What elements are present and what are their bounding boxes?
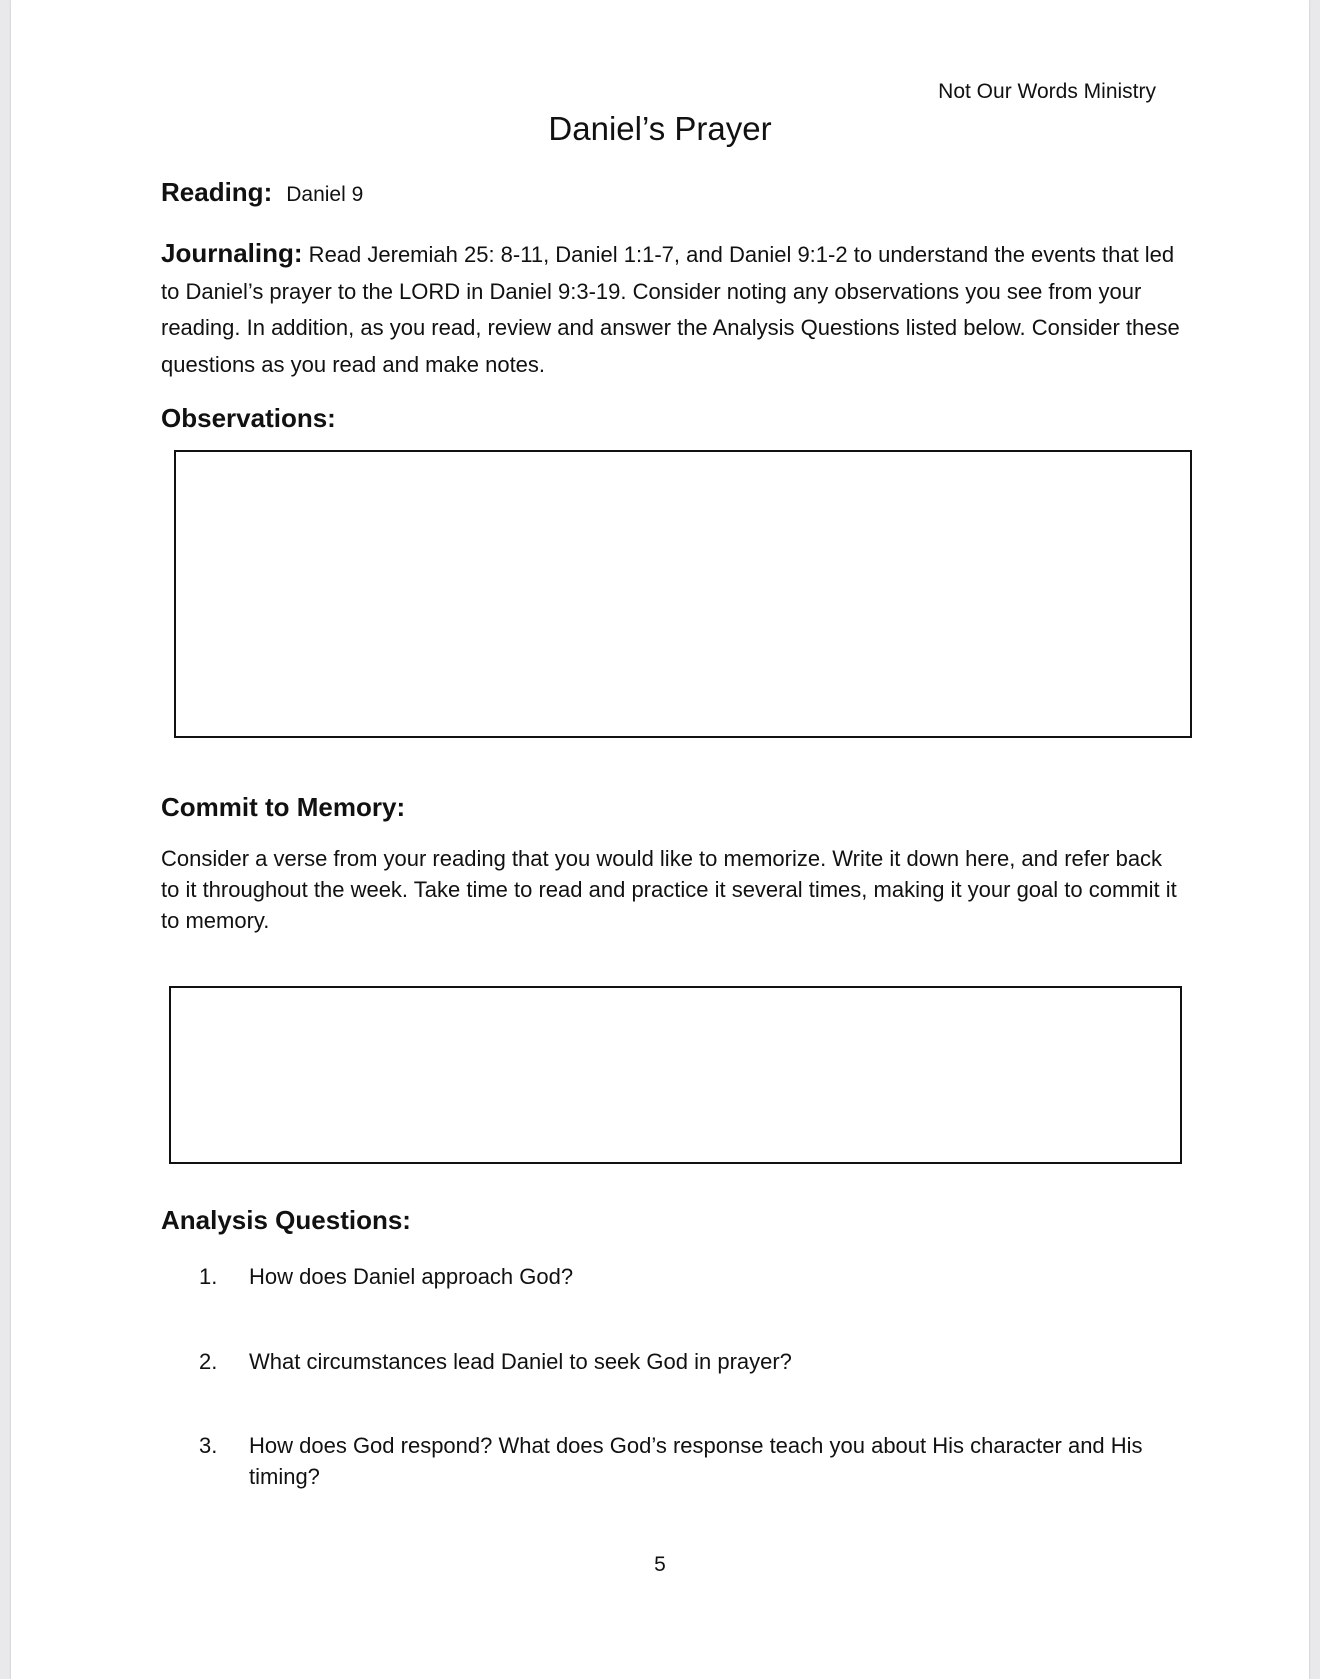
reading-label: Reading: [161, 177, 273, 207]
page-title: Daniel’s Prayer [548, 110, 772, 147]
analysis-question [199, 1430, 1159, 1492]
reading-line [161, 177, 363, 208]
journaling-text: Read Jeremiah 25: 8-11, Daniel 1:1-7, and Daniel 9:1-2 to understand the events that led to Daniel’s prayer to the LORD in Daniel 9:3-19. Consider noting any observations you see from your reading. In addition, as you read, review and answer the Analysis Questions listed below. Consider these questions as you read and make notes. [161, 242, 1180, 377]
question-number: 1. [199, 1264, 218, 1289]
question-text: How does Daniel approach God? [249, 1264, 574, 1289]
ministry-name: Not Our Words Ministry [938, 80, 1156, 103]
memory-verse-box[interactable] [169, 986, 1182, 1164]
question-number: 3. [199, 1433, 218, 1458]
analysis-question [199, 1346, 1159, 1377]
analysis-heading: Analysis Questions: [161, 1205, 411, 1235]
journaling-paragraph [161, 235, 1181, 383]
memory-instructions: Consider a verse from your reading that you would like to memorize. Write it down here, and refer back to it throughout the week. Take time to read and practice it several times, making it your goal to commit it to memory. [161, 846, 1177, 933]
observations-box[interactable] [174, 450, 1192, 738]
analysis-question [199, 1261, 1159, 1292]
memory-heading: Commit to Memory: [161, 792, 406, 822]
reading-value: Daniel 9 [286, 183, 364, 206]
page-number: 5 [654, 1553, 666, 1576]
journaling-label: Journaling: [161, 238, 303, 268]
document-page [11, 0, 1309, 1679]
question-text: What circumstances lead Daniel to seek God in prayer? [249, 1349, 792, 1374]
observations-heading: Observations: [161, 403, 336, 433]
question-text: How does God respond? What does God’s response teach you about His character and His timing? [249, 1433, 1143, 1489]
question-number: 2. [199, 1349, 218, 1374]
